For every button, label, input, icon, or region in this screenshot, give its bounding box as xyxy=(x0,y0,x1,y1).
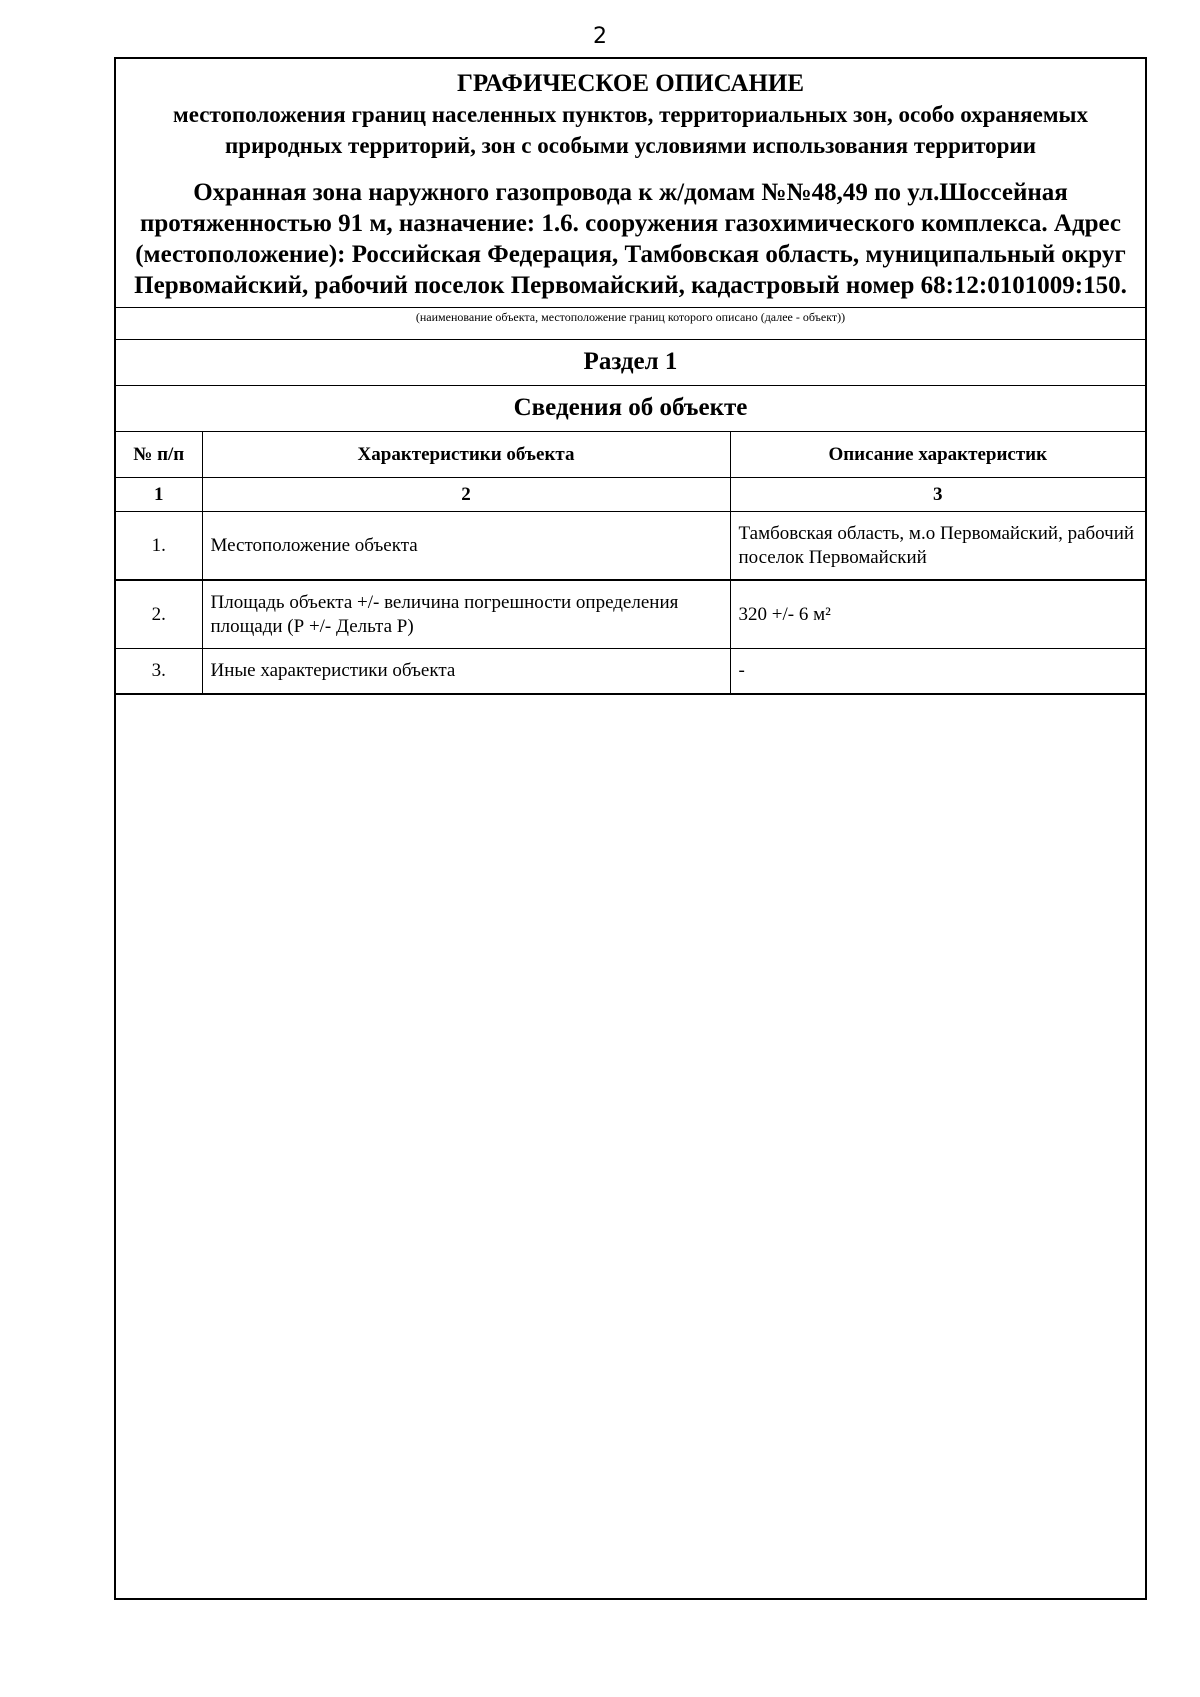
header-index: № п/п xyxy=(116,432,202,478)
row-index: 3. xyxy=(116,649,202,695)
section-subtitle: Сведения об объекте xyxy=(116,386,1145,432)
column-number-row xyxy=(116,478,1145,512)
row-description: 320 +/- 6 м² xyxy=(730,580,1145,649)
column-number: 1 xyxy=(116,478,202,512)
document-frame xyxy=(114,57,1147,1600)
table-row xyxy=(116,512,1145,581)
object-info-table xyxy=(116,432,1145,695)
row-characteristic: Площадь объекта +/- величина погрешности определения площади (Р +/- Дельта Р) xyxy=(202,580,730,649)
row-description: Тамбовская область, м.о Первомайский, рабочий поселок Первомайский xyxy=(730,512,1145,581)
row-description: - xyxy=(730,649,1145,695)
row-index: 1. xyxy=(116,512,202,581)
page-number: 2 xyxy=(593,24,607,49)
document-header xyxy=(116,59,1145,307)
column-number: 2 xyxy=(202,478,730,512)
row-index: 2. xyxy=(116,580,202,649)
column-number: 3 xyxy=(730,478,1145,512)
table-row xyxy=(116,649,1145,695)
object-caption: (наименование объекта, местоположение границ которого описано (далее - объект)) xyxy=(116,307,1145,340)
table-header-row xyxy=(116,432,1145,478)
document-title: ГРАФИЧЕСКОЕ ОПИСАНИЕ xyxy=(456,70,805,97)
document-subtitle: местоположения границ населенных пунктов, территориальных зон, особо охраняемых природных территорий, зон с особыми условиями использования территории xyxy=(173,102,1088,158)
section-title: Раздел 1 xyxy=(116,340,1145,386)
header-description: Описание характеристик xyxy=(730,432,1145,478)
header-characteristic: Характеристики объекта xyxy=(202,432,730,478)
row-characteristic: Местоположение объекта xyxy=(202,512,730,581)
table-row xyxy=(116,580,1145,649)
row-characteristic: Иные характеристики объекта xyxy=(202,649,730,695)
object-name: Охранная зона наружного газопровода к ж/домам №№48,49 по ул.Шоссейная протяженностью 91 м, назначение: 1.6. сооружения газохимического комплекса. Адрес (местоположение): Российская Федерация, Тамбовская область, муниципальный округ Первомайский, рабочий поселок Первомайский, кадастровый номер 68:12:0101009:150. xyxy=(134,179,1127,299)
